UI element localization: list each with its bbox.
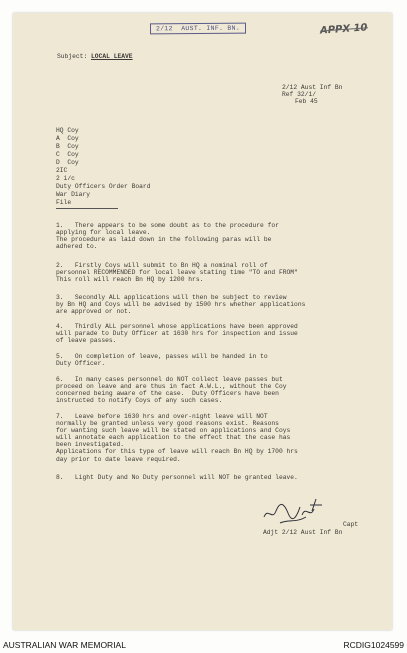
paragraph-6: 6. In many cases personnel do NOT collect leave passes but proceed on leave and are thus in fact A.W.L., without the Coy concerned being aware of the case. Duty Officers have been instructed to notify Coys of any such cases.: [56, 376, 287, 405]
paragraph-5: 5. On completion of leave, passes will be handed in to Duty Officer.: [56, 353, 268, 368]
subject-prefix: Subject:: [57, 53, 88, 60]
header-right-line: 2/12 Aust Inf Bn: [282, 84, 343, 91]
paragraph-4: 4. Thirdly ALL personnel whose applications have been approved will parade to Duty Officer at 1630 hrs for inspection and issue of leave passes.: [56, 323, 298, 345]
distribution-item: 2 i/c: [56, 175, 75, 182]
distribution-item: Duty Officers Order Board: [56, 183, 151, 190]
distribution-item: War Diary: [56, 191, 91, 198]
subject-line: [57, 53, 133, 60]
paragraph-2: 2. Firstly Coys will submit to Bn HQ a nominal roll of personnel RECOMMENDED for local leave stating time "TO and FROM" This roll will reach Bn HQ by 1200 hrs.: [56, 262, 298, 284]
distribution-item: HQ Coy: [56, 127, 79, 134]
distribution-item: B Coy: [56, 143, 79, 150]
appendix-mark-text: APPX 10: [319, 22, 368, 37]
footer-bar: [0, 640, 407, 653]
paragraph-8: 8. Light Duty and No Duty personnel will NOT be granted leave.: [56, 474, 298, 481]
footer-record-id: RCDIG1024599: [343, 640, 404, 650]
header-right-line: Ref 32/1/: [282, 91, 317, 98]
distribution-item: D Coy: [56, 159, 79, 166]
distribution-item: C Coy: [56, 151, 79, 158]
subject-title: LOCAL LEAVE: [91, 53, 133, 60]
handwritten-signature: [262, 493, 332, 525]
distribution-item: A Coy: [56, 135, 79, 142]
paragraph-7: 7. Leave before 1630 hrs and over-night leave will NOT normally be granted unless very good reasons exist. Reasons for wanting such leave will be stated on applications and Coys will annotate each application to the effect that the case has been investigated. Applications for this type of leave will reach Bn HQ by 1700 hrs day prior to date leave required.: [56, 413, 298, 463]
paragraph-3: 3. Secondly ALL applications will then be subject to review by Bn HQ and Coys will be advised by 1500 hrs whether applications are approved or not.: [56, 294, 306, 316]
signature-rank: Capt: [343, 521, 359, 528]
distribution-item: File: [56, 199, 72, 206]
paragraph-1: 1. There appears to be some doubt as to the procedure for applying for local leave. The procedure as laid down in the following paras will be adhered to.: [56, 222, 279, 251]
signature-title: Adjt 2/12 Aust Inf Bn: [263, 529, 343, 536]
distribution-item: 2IC: [56, 167, 68, 174]
document-page: [13, 13, 392, 630]
divider-rule: [56, 208, 118, 209]
header-right-line: Feb 45: [295, 98, 318, 105]
footer-institution: AUSTRALIAN WAR MEMORIAL: [3, 640, 126, 650]
unit-stamp: 2/12 AUST. INF. BN.: [150, 23, 246, 35]
